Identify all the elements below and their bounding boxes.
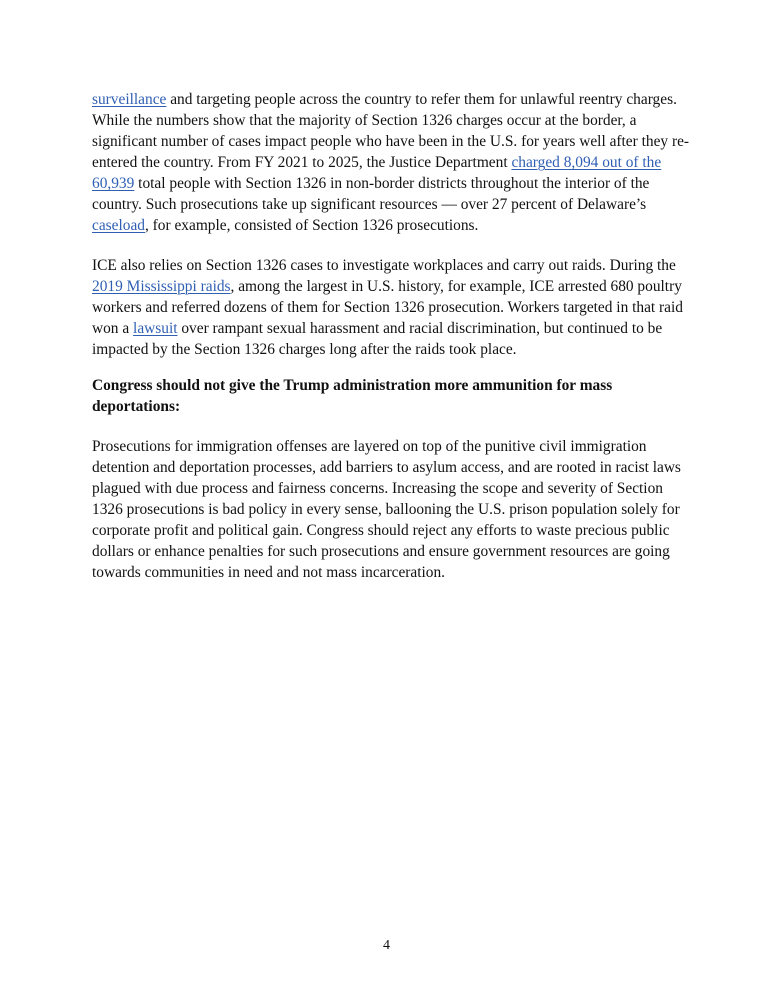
text-line: significant number of cases impact people who have been in the U.S. for years well after they re- — [92, 133, 690, 150]
charged-statistic-link[interactable]: charged 8,094 out of the — [511, 154, 662, 171]
text-line: workers and referred dozens of them for Section 1326 prosecution. Workers targeted in that raid — [92, 299, 683, 316]
text-span: , among the largest in U.S. history, for example, ICE arrested 680 poultry — [230, 278, 682, 295]
text-line — [92, 173, 692, 194]
lawsuit-link[interactable]: lawsuit — [133, 320, 178, 337]
surveillance-link[interactable]: surveillance — [92, 91, 167, 108]
text-line — [92, 276, 692, 297]
text-span: entered the country. From FY 2021 to 2025, the Justice Department — [92, 154, 512, 171]
page-number: 4 — [383, 938, 390, 953]
paragraph-ice-raids — [92, 255, 692, 360]
text-line: While the numbers show that the majority of Section 1326 charges occur at the border, a — [92, 112, 637, 129]
text-line — [92, 152, 692, 173]
text-line — [92, 215, 692, 236]
text-span: , for example, consisted of Section 1326 prosecutions. — [144, 217, 479, 234]
text-line: Prosecutions for immigration offenses are layered on top of the punitive civil immigration — [92, 438, 647, 455]
text-line: country. Such prosecutions take up significant resources — over 27 percent of Delaware’s — [92, 196, 647, 213]
text-line: corporate profit and political gain. Congress should reject any efforts to waste precious public — [92, 522, 670, 539]
text-span: total people with Section 1326 in non-border districts throughout the interior of the — [134, 175, 650, 192]
text-line: impacted by the Section 1326 charges long after the raids took place. — [92, 341, 517, 358]
charged-statistic-link-continued[interactable]: 60,939 — [92, 175, 135, 192]
text-line — [92, 318, 692, 339]
heading-line: deportations: — [92, 398, 181, 415]
paragraph-section-1326-interior — [92, 89, 692, 236]
text-line: plagued with due process and fairness concerns. Increasing the scope and severity of Section — [92, 480, 663, 497]
caseload-link[interactable]: caseload — [92, 217, 145, 234]
text-line — [92, 89, 692, 110]
section-heading — [92, 375, 692, 417]
text-span: won a — [92, 320, 134, 337]
text-line: dollars or enhance penalties for such prosecutions and ensure government resources are going — [92, 543, 670, 560]
text-line: ICE also relies on Section 1326 cases to investigate workplaces and carry out raids. During the — [92, 257, 676, 274]
text-span: and targeting people across the country to refer them for unlawful reentry charges. — [166, 91, 677, 108]
text-span: over rampant sexual harassment and racial discrimination, but continued to be — [177, 320, 663, 337]
text-line: detention and deportation processes, add barriers to asylum access, and are rooted in racist laws — [92, 459, 681, 476]
text-line: towards communities in need and not mass incarceration. — [92, 564, 446, 581]
heading-line: Congress should not give the Trump administration more ammunition for mass — [92, 377, 613, 394]
text-line: 1326 prosecutions is bad policy in every sense, ballooning the U.S. prison population solely for — [92, 501, 680, 518]
mississippi-raids-link[interactable]: 2019 Mississippi raids — [92, 278, 231, 295]
paragraph-conclusion — [92, 436, 692, 583]
